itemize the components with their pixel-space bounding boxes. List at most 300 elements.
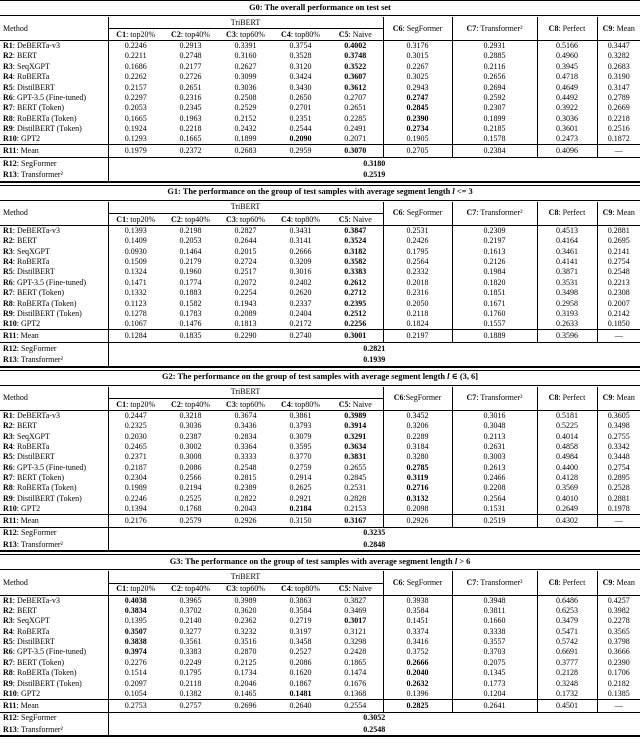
method-cell [0,595,108,605]
method-cell [0,226,108,236]
value-cell: — [597,145,640,158]
header-row-groups [0,387,640,399]
method-label: : Transformer² [16,539,63,549]
subcolumn-header [328,214,383,226]
value-cell: 0.2529 [234,103,257,113]
mean-row [0,514,640,527]
column-id: C7 [466,578,477,588]
value-cell: 0.4038 [124,595,147,605]
column-label: : SegFormer [402,578,443,588]
value-cell: 0.1278 [124,309,147,319]
value-cell: 0.2267 [383,62,452,72]
value-cell: 0.1963 [179,113,202,123]
value-cell: 0.1123 [124,298,147,308]
column-label: : top20% [126,214,156,224]
row-id: R2 [3,51,13,61]
value-cell: 0.2612 [344,277,367,287]
column-id: C1 [116,29,127,39]
column-label: : Naive [348,399,372,409]
section-title-text: G2: The performance on the group of test samples with average segment length [162,372,448,382]
math-variable: l [454,556,458,566]
value-cell: 0.2140 [179,616,202,626]
value-cell: 0.2613 [452,462,537,472]
row-id: R6 [3,277,13,287]
value-cell: 0.1989 [124,483,147,493]
value-cell: 0.2007 [597,298,640,308]
value-cell: 0.2632 [383,678,452,688]
table-row [0,124,640,134]
method-label: : DeBERTa-v3 [12,595,60,605]
value-cell: 0.2726 [179,72,202,82]
value-cell: 0.1824 [383,319,452,329]
column-header [383,17,452,41]
table-row [0,452,640,462]
value-cell: 0.4010 [537,494,597,504]
column-header [597,17,640,41]
row-id: R1 [3,226,13,236]
value-cell: 0.4164 [537,236,597,246]
method-cell [0,288,108,298]
value-cell: 0.2249 [179,657,202,667]
value-cell: 0.1394 [124,504,147,513]
method-label: : Transformer² [16,354,63,364]
column-header [537,571,597,595]
subcolumn-header [108,399,163,411]
value-cell: 0.2194 [179,483,202,493]
value-cell: 0.2362 [234,616,257,626]
value-cell: 0.2881 [597,226,640,236]
value-cell: 0.1867 [289,678,312,688]
column-id: C9 [602,208,613,218]
value-cell: 0.3666 [597,647,640,657]
section-title-condition: > 6 [457,556,471,566]
value-cell: 0.2390 [383,114,452,124]
value-cell: 0.2218 [179,124,202,134]
table-row [0,134,640,144]
table-row [0,278,640,288]
value-cell: 0.3507 [124,626,147,636]
value-cell: 0.2126 [452,257,537,267]
method-label: : SeqXGPT [12,616,50,626]
value-cell: 0.3002 [179,441,202,451]
value-cell: 0.2157 [124,82,147,92]
mean-row [0,330,640,343]
value-cell: 0.2213 [597,278,640,288]
value-cell: 0.2262 [124,72,147,82]
value-cell: 0.1582 [179,298,202,308]
value-cell: 0.2182 [597,678,640,688]
value-cell: 0.4960 [537,51,597,61]
row-id: R9 [3,678,13,688]
method-label: : SegFormer [16,713,57,723]
value-cell: 0.3070 [328,145,383,158]
column-label: : Naive [348,29,372,39]
value-cell: 0.2651 [344,103,367,113]
value-cell: 0.2740 [273,330,328,343]
table-row [0,103,640,113]
method-label: : GPT2 [16,319,41,329]
column-id: C5 [338,399,349,409]
value-cell: 0.1924 [124,124,147,134]
value-cell: 0.2592 [452,93,537,103]
value-cell: 0.3620 [234,605,257,615]
column-header [452,387,537,411]
subcolumn-header [218,29,273,41]
value-cell: 0.2705 [383,145,452,158]
extra-baseline-row [0,354,640,366]
value-cell: 0.2512 [344,309,367,319]
method-label: : BERT [12,51,37,61]
value-cell: 0.2719 [289,616,312,626]
column-label: : top80% [290,399,320,409]
value-cell: 0.3132 [383,494,452,504]
method-cell [0,678,108,688]
value-cell: 0.3036 [179,421,202,431]
value-cell: 0.2696 [218,699,273,712]
column-id: C7 [466,23,477,33]
value-cell: 0.2631 [452,442,537,452]
value-cell: 0.6691 [537,647,597,657]
table-row [0,483,640,493]
value-cell: 0.3601 [537,124,597,134]
value-cell: 0.1531 [452,504,537,514]
table-row [0,595,640,605]
value-cell: 0.1899 [452,114,537,124]
value-cell: 0.4141 [537,257,597,267]
method-cell [0,298,108,308]
value-cell: 0.1939 [363,354,386,364]
value-cell: 0.2519 [363,170,386,180]
value-cell: 0.2086 [179,462,202,472]
value-cell: 0.1774 [179,277,202,287]
value-cell: 0.2845 [344,473,367,483]
value-cell: 0.3383 [179,647,202,657]
value-cell: 0.3298 [344,637,367,647]
column-label: : Transformer² [476,393,523,403]
value-cell: 0.3516 [234,637,257,647]
value-cell: 0.3374 [383,627,452,637]
method-cell [0,145,108,158]
column-label: : Transformer² [476,23,523,33]
method-cell [0,462,108,472]
row-id: R8 [3,668,13,678]
column-id: C6 [393,393,404,403]
value-cell: 0.2525 [179,493,202,503]
method-cell [0,658,108,668]
row-id: R10 [3,319,17,329]
value-cell: 0.2620 [289,288,312,298]
row-id: R12 [3,528,17,538]
method-cell [0,668,108,678]
row-id: R8 [3,113,13,123]
value-cell: 0.1067 [124,319,147,329]
value-cell: 0.3748 [344,51,367,61]
method-label: : Mean [16,331,39,341]
value-cell: 0.3016 [452,411,537,421]
value-cell: 0.3338 [452,627,537,637]
column-id: C8 [548,208,559,218]
row-id: R1 [3,595,13,605]
subcolumn-header [273,29,328,41]
table-row [0,236,640,246]
row-id: R6 [3,93,13,103]
value-cell: 0.2548 [234,462,257,472]
method-label: : BERT (Token) [12,473,65,483]
method-label: : GPT2 [16,504,41,513]
value-cell: 0.2755 [597,431,640,441]
results-table [0,571,640,735]
value-cell: 0.3945 [537,62,597,72]
value-cell: 0.2757 [163,699,218,712]
subcolumn-header [108,583,163,595]
value-cell: 0.2566 [179,473,202,483]
value-cell: 0.3702 [179,605,202,615]
row-id: R11 [3,331,17,341]
row-id: R6 [3,647,13,657]
value-cell: 0.3150 [273,514,328,527]
value-cell: 0.3180 [108,158,640,170]
value-cell: 0.3834 [124,605,147,615]
column-label: : top20% [126,584,156,594]
value-cell: 0.2447 [124,410,147,420]
value-cell: 0.2881 [597,494,640,504]
value-cell: 0.3528 [289,51,312,61]
value-cell: 0.3452 [383,411,452,421]
value-cell: 0.3863 [289,595,312,605]
value-cell: 0.3079 [289,431,312,441]
value-cell: 0.4257 [597,595,640,605]
value-cell: 0.2695 [597,236,640,246]
value-cell: 0.1783 [179,309,202,319]
method-cell [0,421,108,431]
value-cell: 0.1204 [452,689,537,699]
row-id: R11 [3,515,17,525]
value-cell: 0.3416 [383,637,452,647]
column-header [452,202,537,226]
value-cell: 0.2153 [344,504,367,513]
column-header [537,202,597,226]
value-cell: 0.2118 [179,678,202,688]
value-cell: 0.2184 [289,504,312,513]
row-id: R10 [3,504,17,513]
column-id: C2 [171,29,181,39]
value-cell: 0.3458 [289,637,312,647]
value-cell: 0.1395 [124,616,147,626]
row-id: R10 [3,134,17,144]
value-cell: 0.1613 [452,247,537,257]
row-id: R4 [3,72,13,82]
value-cell: 0.2086 [289,657,312,667]
value-cell: 0.1773 [452,678,537,688]
value-cell: 0.3209 [289,257,312,267]
row-id: R4 [3,626,13,636]
math-variable: l [452,187,455,197]
value-cell: 0.3974 [124,647,147,657]
value-cell: 0.3831 [344,452,367,462]
value-cell: 0.2432 [234,124,257,134]
value-cell: 0.3048 [452,421,537,431]
value-cell: 0.1820 [452,278,537,288]
value-cell: 0.1889 [452,330,537,343]
method-cell [0,51,108,61]
value-cell: 0.2208 [452,483,537,493]
header-row-groups [0,571,640,583]
method-label: : BERT [12,236,37,246]
column-label: : Perfect [558,23,586,33]
value-cell: 0.3119 [383,473,452,483]
tribert-group-header: TriBERT [108,17,383,29]
value-cell: 0.2649 [537,504,597,514]
table-row [0,62,640,72]
subcolumn-header [328,399,383,411]
value-cell: 0.2309 [452,226,537,236]
value-cell: 0.2046 [234,678,257,688]
method-label: : RoBERTa [12,626,50,636]
value-cell: 0.2325 [124,421,147,431]
value-cell: 0.2345 [179,103,202,113]
value-cell: 0.4302 [537,514,597,527]
value-cell: 0.2666 [383,658,452,668]
method-label: : DistilBERT (Token) [12,124,82,134]
value-cell: 0.3383 [344,267,367,277]
table-row [0,411,640,421]
value-cell: 0.3989 [234,595,257,605]
value-cell: 0.2473 [537,134,597,144]
value-cell: 0.4501 [537,699,597,712]
value-cell: 0.3479 [537,616,597,626]
value-cell: 0.2827 [234,226,257,236]
method-label: : BERT (Token) [12,657,65,667]
subcolumn-header [218,399,273,411]
value-cell: 0.3291 [344,431,367,441]
method-cell [0,354,108,366]
value-cell: 0.3282 [597,51,640,61]
table-row [0,616,640,626]
method-cell [0,442,108,452]
value-cell: 0.3605 [597,411,640,421]
section-title [0,371,640,386]
value-cell: 0.2650 [289,93,312,103]
value-cell: 0.2198 [179,226,202,236]
value-cell: 0.6486 [537,595,597,605]
value-cell: 0.2172 [289,319,312,329]
column-id: C9 [602,578,613,588]
value-cell: 0.1324 [124,267,147,277]
method-label: : SeqXGPT [12,246,50,256]
value-cell: 0.3461 [537,247,597,257]
value-cell: 0.2211 [124,51,147,61]
value-cell: 0.1620 [289,668,312,678]
value-cell: 0.3948 [452,595,537,605]
method-label: : BERT (Token) [12,288,65,298]
column-label: : top40% [180,399,210,409]
value-cell: 0.2895 [597,473,640,483]
method-cell [0,267,108,277]
method-label: : Transformer² [16,724,63,734]
value-cell: 0.2531 [383,226,452,236]
value-cell: 0.1345 [452,668,537,678]
row-id: R3 [3,246,13,256]
value-cell: 0.1960 [179,267,202,277]
value-cell: 0.1734 [234,668,257,678]
method-cell [0,114,108,124]
value-cell: 0.3811 [452,606,537,616]
value-cell: 0.3141 [289,236,312,246]
value-cell: 0.2185 [452,124,537,134]
value-cell: 0.3391 [234,41,257,51]
method-label: : RoBERTa [12,441,50,451]
value-cell: 0.3206 [383,421,452,431]
value-cell: 0.2712 [344,288,367,298]
value-cell: 0.2913 [179,41,202,51]
value-cell: 0.2387 [179,431,202,441]
mean-row [0,145,640,158]
subcolumn-header [163,583,218,595]
value-cell: 0.3147 [597,82,640,92]
table-row [0,309,640,319]
value-cell: 0.3838 [124,637,147,647]
column-label: : top60% [235,214,265,224]
column-label: :SegFormer [403,393,442,403]
column-id: C9 [602,23,613,33]
value-cell: 0.4984 [537,452,597,462]
value-cell: 0.2701 [289,103,312,113]
value-cell: 0.4492 [537,93,597,103]
value-cell: 0.2959 [273,145,328,158]
value-cell: 0.1382 [179,688,202,698]
method-label: : DistilBERT [12,452,55,462]
column-label: : Mean [612,578,635,588]
value-cell: 0.1665 [124,113,147,123]
method-label: : RoBERTa (Token) [12,483,77,493]
method-cell [0,257,108,267]
method-cell [0,319,108,329]
subcolumn-header [218,214,273,226]
value-cell: 0.2633 [537,319,597,329]
value-cell: 0.3557 [452,637,537,647]
value-cell: 0.2640 [273,699,328,712]
value-cell: 0.3569 [537,483,597,493]
value-cell: 0.1795 [179,668,202,678]
column-label: : top80% [290,584,320,594]
value-cell: 0.3190 [597,72,640,82]
method-label: : SeqXGPT [12,431,50,441]
section-g0 [0,0,640,183]
value-cell: 0.3430 [289,82,312,92]
value-cell: 0.3584 [383,606,452,616]
value-cell: 0.3248 [537,678,597,688]
value-cell: 0.3167 [328,514,383,527]
value-cell: 0.3777 [537,658,597,668]
table-row [0,247,640,257]
column-label: : top60% [235,399,265,409]
method-cell [0,494,108,504]
method-cell [0,539,108,551]
value-cell: 0.3424 [289,72,312,82]
value-cell: 0.3498 [597,421,640,431]
value-cell: 0.2716 [383,483,452,493]
value-cell: 0.3431 [289,226,312,236]
method-cell [0,473,108,483]
value-cell: 0.3612 [344,82,367,92]
value-cell: 0.3342 [597,442,640,452]
value-cell: — [597,514,640,527]
row-id: R8 [3,483,13,493]
value-cell: 0.3436 [234,421,257,431]
row-id: R7 [3,103,13,113]
column-id: C2 [171,399,181,409]
tribert-group-header: TriBERT [108,202,383,214]
